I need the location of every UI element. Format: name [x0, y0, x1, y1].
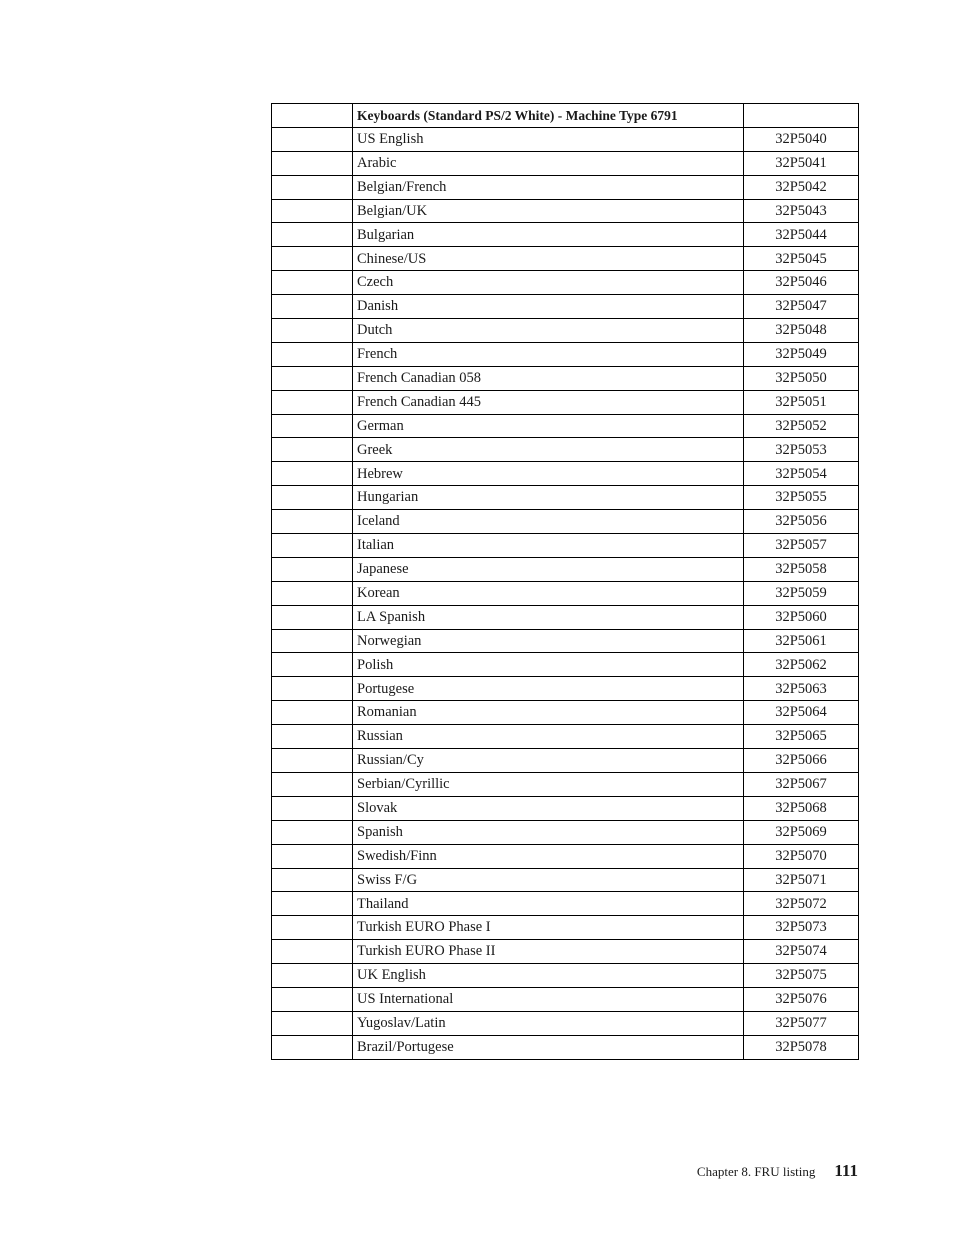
- index-cell: [272, 247, 353, 271]
- table-row: [272, 868, 859, 892]
- keyboard-description: Chinese/US: [353, 247, 744, 271]
- fru-table-body: [272, 104, 859, 1060]
- keyboard-description: Portugese: [353, 677, 744, 701]
- table-row: [272, 749, 859, 773]
- keyboard-description: Russian/Cy: [353, 749, 744, 773]
- table-row: [272, 223, 859, 247]
- index-cell: [272, 127, 353, 151]
- index-cell: [272, 987, 353, 1011]
- table-row: [272, 151, 859, 175]
- table-row: [272, 1011, 859, 1035]
- part-number: 32P5069: [744, 820, 859, 844]
- index-cell: [272, 940, 353, 964]
- table-row: [272, 557, 859, 581]
- table-row: [272, 916, 859, 940]
- index-cell: [272, 892, 353, 916]
- keyboard-description: Italian: [353, 534, 744, 558]
- index-cell: [272, 342, 353, 366]
- part-number: 32P5046: [744, 271, 859, 295]
- index-cell: [272, 486, 353, 510]
- keyboard-description: Slovak: [353, 796, 744, 820]
- index-cell: [272, 844, 353, 868]
- part-number: 32P5056: [744, 510, 859, 534]
- part-number: 32P5051: [744, 390, 859, 414]
- keyboard-description: Turkish EURO Phase I: [353, 916, 744, 940]
- table-row: [272, 677, 859, 701]
- keyboard-description: Polish: [353, 653, 744, 677]
- index-cell: [272, 820, 353, 844]
- table-row: [272, 892, 859, 916]
- part-number: 32P5070: [744, 844, 859, 868]
- index-cell: [272, 462, 353, 486]
- index-cell: [272, 701, 353, 725]
- keyboard-description: Yugoslav/Latin: [353, 1011, 744, 1035]
- index-cell: [272, 104, 353, 128]
- part-number: 32P5077: [744, 1011, 859, 1035]
- keyboard-description: Japanese: [353, 557, 744, 581]
- table-row: [272, 653, 859, 677]
- part-number: 32P5043: [744, 199, 859, 223]
- table-row: [272, 366, 859, 390]
- table-row: [272, 629, 859, 653]
- part-number: 32P5045: [744, 247, 859, 271]
- keyboard-description: US English: [353, 127, 744, 151]
- keyboard-description: Hungarian: [353, 486, 744, 510]
- table-row: [272, 725, 859, 749]
- part-number: 32P5060: [744, 605, 859, 629]
- page-number: 111: [834, 1161, 858, 1180]
- keyboard-description: Swedish/Finn: [353, 844, 744, 868]
- part-number: 32P5063: [744, 677, 859, 701]
- index-cell: [272, 868, 353, 892]
- part-number: 32P5068: [744, 796, 859, 820]
- part-number: 32P5042: [744, 175, 859, 199]
- table-row: [272, 342, 859, 366]
- fru-table: [271, 103, 859, 1060]
- index-cell: [272, 772, 353, 796]
- keyboard-description: German: [353, 414, 744, 438]
- index-cell: [272, 605, 353, 629]
- part-number: 32P5071: [744, 868, 859, 892]
- index-cell: [272, 295, 353, 319]
- index-cell: [272, 223, 353, 247]
- table-row: [272, 175, 859, 199]
- part-number: 32P5040: [744, 127, 859, 151]
- table-row: [272, 820, 859, 844]
- index-cell: [272, 1011, 353, 1035]
- keyboard-description: Hebrew: [353, 462, 744, 486]
- part-number: 32P5053: [744, 438, 859, 462]
- index-cell: [272, 749, 353, 773]
- keyboard-description: Bulgarian: [353, 223, 744, 247]
- keyboard-description: Norwegian: [353, 629, 744, 653]
- index-cell: [272, 653, 353, 677]
- table-row: [272, 271, 859, 295]
- table-row: [272, 796, 859, 820]
- keyboard-description: UK English: [353, 964, 744, 988]
- table-row: [272, 199, 859, 223]
- index-cell: [272, 414, 353, 438]
- keyboard-description: French Canadian 058: [353, 366, 744, 390]
- index-cell: [272, 510, 353, 534]
- keyboard-description: Russian: [353, 725, 744, 749]
- keyboard-description: Turkish EURO Phase II: [353, 940, 744, 964]
- keyboard-description: Spanish: [353, 820, 744, 844]
- part-number: 32P5044: [744, 223, 859, 247]
- table-row: [272, 605, 859, 629]
- keyboard-description: Czech: [353, 271, 744, 295]
- table-row: [272, 438, 859, 462]
- part-number: 32P5054: [744, 462, 859, 486]
- table-row: [272, 534, 859, 558]
- index-cell: [272, 534, 353, 558]
- part-number: 32P5064: [744, 701, 859, 725]
- index-cell: [272, 1035, 353, 1059]
- index-cell: [272, 319, 353, 343]
- keyboard-description: Dutch: [353, 319, 744, 343]
- table-row: [272, 247, 859, 271]
- index-cell: [272, 677, 353, 701]
- part-number: 32P5059: [744, 581, 859, 605]
- keyboard-description: US International: [353, 987, 744, 1011]
- keyboard-description: Serbian/Cyrillic: [353, 772, 744, 796]
- index-cell: [272, 916, 353, 940]
- part-number: 32P5067: [744, 772, 859, 796]
- table-row: [272, 486, 859, 510]
- index-cell: [272, 175, 353, 199]
- part-number: 32P5061: [744, 629, 859, 653]
- keyboard-description: French: [353, 342, 744, 366]
- part-number: 32P5041: [744, 151, 859, 175]
- keyboard-description: Arabic: [353, 151, 744, 175]
- keyboard-description: Danish: [353, 295, 744, 319]
- index-cell: [272, 557, 353, 581]
- part-number: 32P5052: [744, 414, 859, 438]
- table-row: [272, 964, 859, 988]
- keyboard-description: Brazil/Portugese: [353, 1035, 744, 1059]
- part-number: 32P5072: [744, 892, 859, 916]
- part-number: 32P5048: [744, 319, 859, 343]
- table-row: [272, 987, 859, 1011]
- keyboard-description: Korean: [353, 581, 744, 605]
- index-cell: [272, 581, 353, 605]
- table-row: [272, 510, 859, 534]
- part-number-header-cell: [744, 104, 859, 128]
- part-number: 32P5050: [744, 366, 859, 390]
- keyboard-description: Thailand: [353, 892, 744, 916]
- part-number: 32P5055: [744, 486, 859, 510]
- keyboard-description: French Canadian 445: [353, 390, 744, 414]
- table-row: [272, 772, 859, 796]
- table-header-title: Keyboards (Standard PS/2 White) - Machine Type 6791: [353, 104, 744, 128]
- keyboard-description: Belgian/French: [353, 175, 744, 199]
- keyboard-description: Belgian/UK: [353, 199, 744, 223]
- table-row: [272, 701, 859, 725]
- index-cell: [272, 629, 353, 653]
- part-number: 32P5062: [744, 653, 859, 677]
- part-number: 32P5078: [744, 1035, 859, 1059]
- table-row: [272, 462, 859, 486]
- table-row: [272, 940, 859, 964]
- part-number: 32P5057: [744, 534, 859, 558]
- chapter-title: Chapter 8. FRU listing: [696, 1164, 816, 1179]
- index-cell: [272, 964, 353, 988]
- index-cell: [272, 199, 353, 223]
- keyboard-description: Swiss F/G: [353, 868, 744, 892]
- keyboard-description: Iceland: [353, 510, 744, 534]
- table-row: [272, 1035, 859, 1059]
- part-number: 32P5049: [744, 342, 859, 366]
- part-number: 32P5065: [744, 725, 859, 749]
- index-cell: [272, 390, 353, 414]
- table-row: [272, 844, 859, 868]
- part-number: 32P5074: [744, 940, 859, 964]
- index-cell: [272, 438, 353, 462]
- part-number: 32P5058: [744, 557, 859, 581]
- table-row: [272, 319, 859, 343]
- table-row: [272, 390, 859, 414]
- page-footer: [697, 1161, 858, 1181]
- keyboard-description: Romanian: [353, 701, 744, 725]
- table-row: [272, 414, 859, 438]
- keyboard-description: Greek: [353, 438, 744, 462]
- part-number: 32P5047: [744, 295, 859, 319]
- part-number: 32P5073: [744, 916, 859, 940]
- table-header-row: [272, 104, 859, 128]
- table-row: [272, 581, 859, 605]
- index-cell: [272, 725, 353, 749]
- part-number: 32P5066: [744, 749, 859, 773]
- index-cell: [272, 151, 353, 175]
- keyboard-description: LA Spanish: [353, 605, 744, 629]
- index-cell: [272, 366, 353, 390]
- part-number: 32P5076: [744, 987, 859, 1011]
- table-row: [272, 127, 859, 151]
- part-number: 32P5075: [744, 964, 859, 988]
- index-cell: [272, 271, 353, 295]
- table-row: [272, 295, 859, 319]
- index-cell: [272, 796, 353, 820]
